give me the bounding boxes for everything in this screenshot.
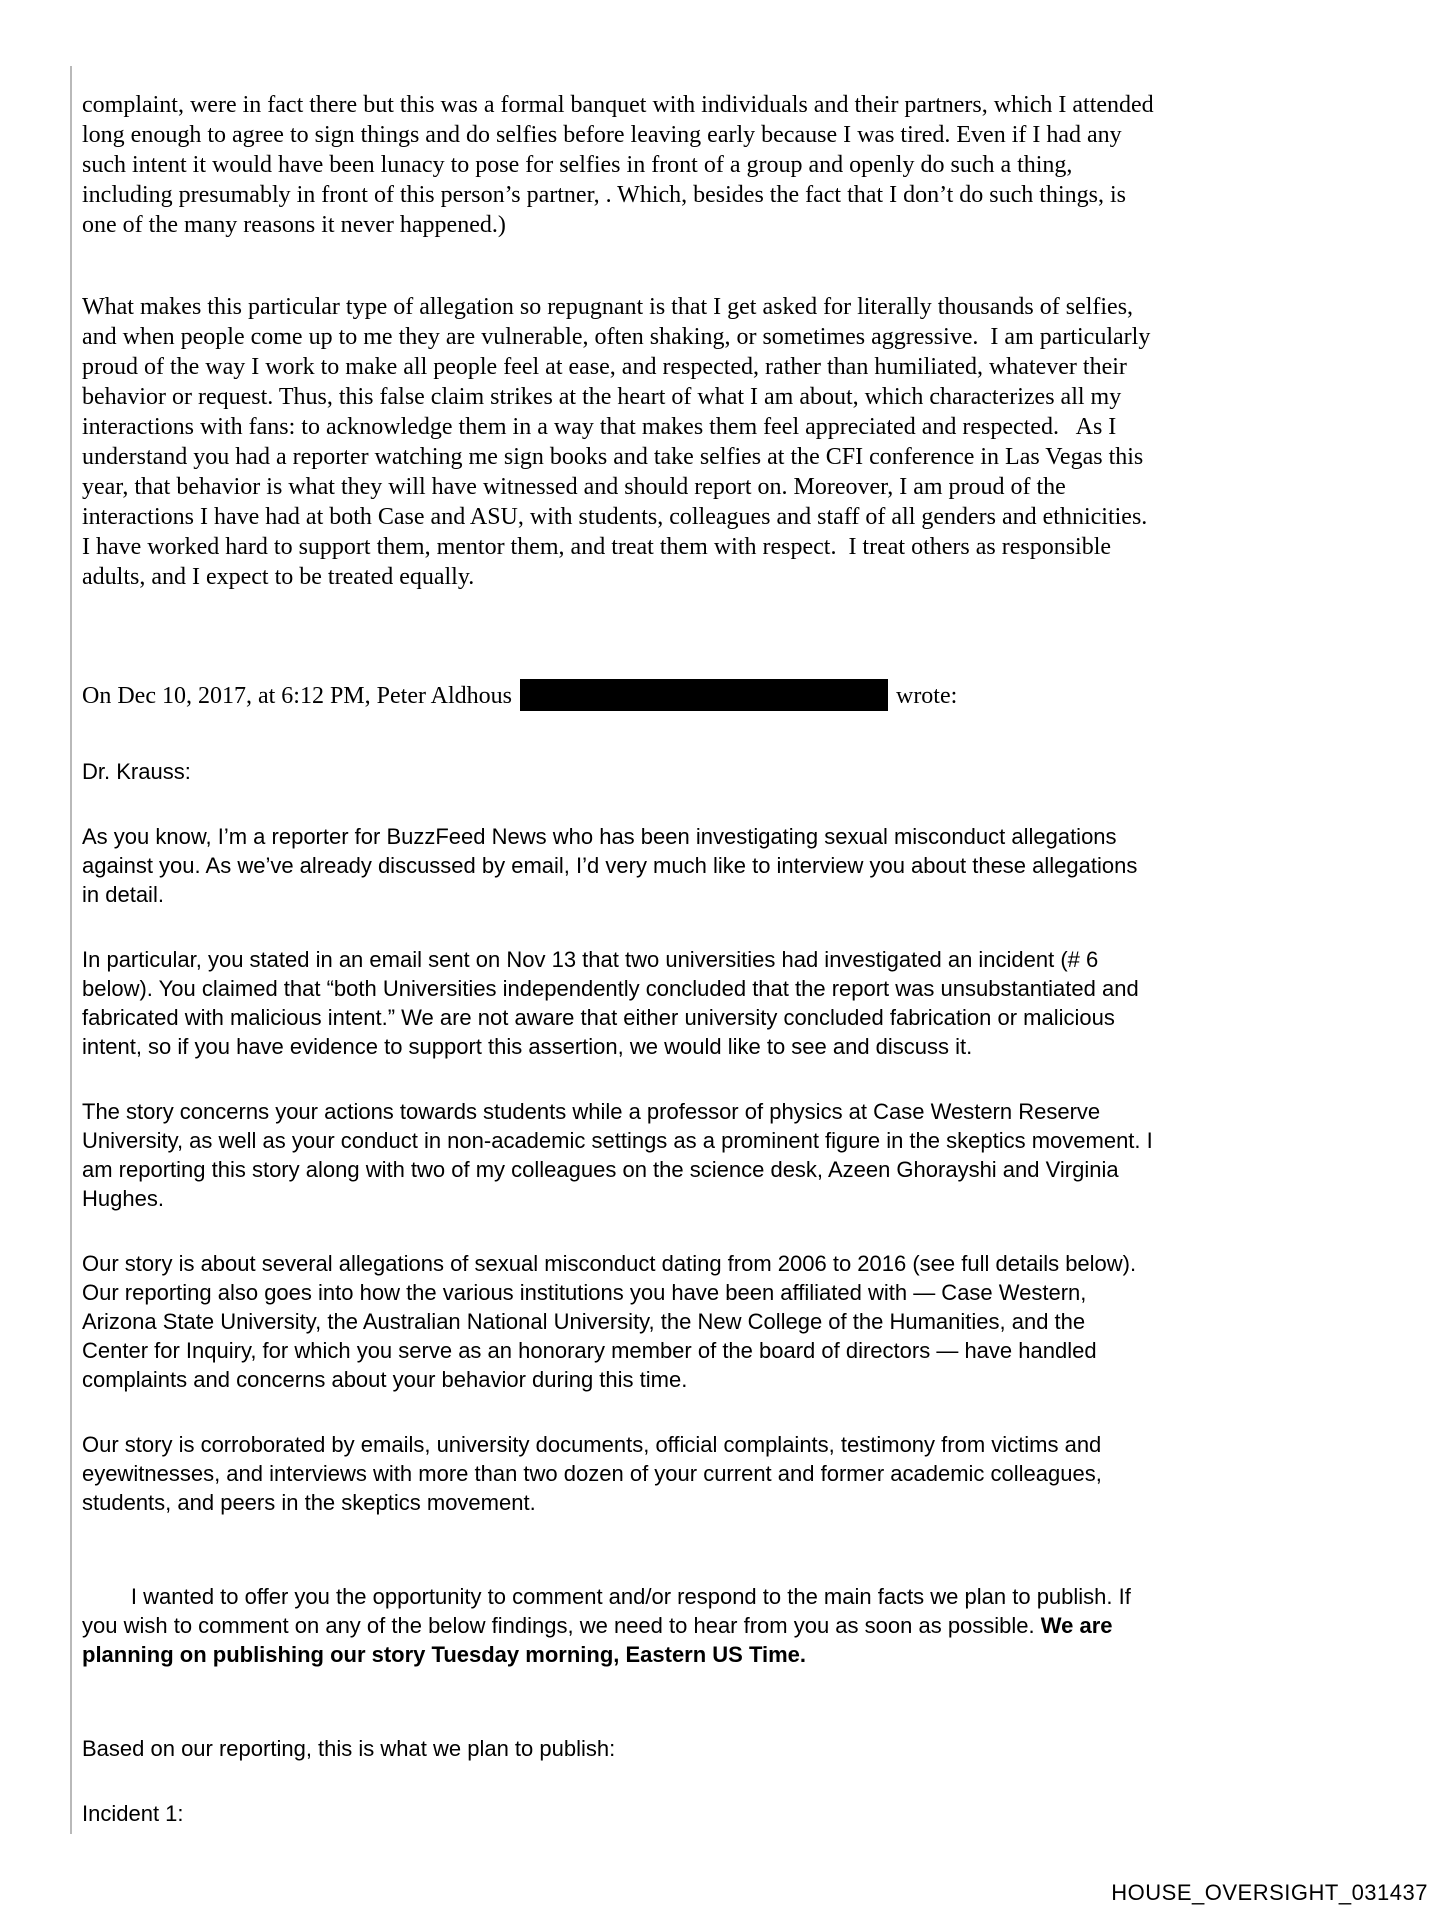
reply-paragraph: What makes this particular type of allegation so repugnant is that I get asked for literally thousands of selfies, and when people come up to me they are vulnerable, often shaking, or sometimes aggressive. I am particularly proud of the way I work to make all people feel at ease, and respected, rather than humiliated, whatever their behavior or request. Thus, this false claim strikes at the heart of what I am about, which characterizes all my interactions with fans: to acknowledge them in a way that makes them feel appreciated and respected. As I understand you had a reporter watching me sign books and take selfies at the CFI conference in Las Vegas this year, that behavior is what they will have witnessed and should report on. Moreover, I am proud of the interactions I have had at both Case and ASU, with students, colleagues and staff of all genders and ethnicities. I have worked hard to support them, mentor them, and treat them with respect. I treat others as responsible adults, and I expect to be treated equally.	[82, 294, 1160, 590]
closing-paragraph-text: I wanted to offer you the opportunity to comment and/or respond to the main facts we plan to publish. If you wish to comment on any of the below findings, we need to hear from you as soon as possible.	[82, 1584, 1137, 1639]
bates-number-stamp: HOUSE_OVERSIGHT_031437	[1111, 1880, 1428, 1905]
email-paragraph: As you know, I’m a reporter for BuzzFeed News who has been investigating sexual misconduct allegations against you. As we’ve already discussed by email, I’d very much like to interview you about these allegations in detail.	[82, 824, 1144, 908]
email-paragraph: In particular, you stated in an email sent on Nov 13 that two universities had investigated an incident (# 6 below). You claimed that “both Universities independently concluded that the report was unsubstantiated and fabricated with malicious intent.” We are not aware that either university concluded fabrication or malicious intent, so if you have evidence to support this assertion, we would like to see and discuss it.	[82, 947, 1145, 1060]
quoted-email-body	[82, 757, 1157, 1828]
reply-paragraph: complaint, were in fact there but this was a formal banquet with individuals and their partners, which I attended long enough to agree to sign things and do selfies before leaving early because I was tired. Even if I had any such intent it would have been lunacy to pose for selfies in front of a group and openly do such a thing, including presumably in front of this person’s partner, . Which, besides the fact that I don’t do such things, is one of the many reasons it never happened.)	[82, 92, 1160, 238]
quoted-message-block	[70, 66, 1160, 1834]
email-paragraph: Our story is about several allegations of sexual misconduct dating from 2006 to 2016 (see full details below). Our reporting also goes into how the various institutions you have been affiliated with — Case Western, Arizona State University, the Australian National University, the New College of the Humanities, and the Center for Inquiry, for which you serve as an honorary member of the board of directors — have handled complaints and concerns about your behavior during this time.	[82, 1251, 1143, 1393]
email-based-line: Based on our reporting, this is what we plan to publish:	[82, 1736, 616, 1762]
email-paragraph: The story concerns your actions towards students while a professor of physics at Case Western Reserve University, as well as your conduct in non-academic settings as a prominent figure in the skeptics movement. I am reporting this story along with two of my colleagues on the science desk, Azeen Ghorayshi and Virginia Hughes.	[82, 1099, 1159, 1212]
closing-paragraph-bold-text: We are planning on publishing our story Tuesday morning, Eastern US Time.	[82, 1613, 1119, 1668]
email-paragraph: Our story is corroborated by emails, university documents, official complaints, testimony from victims and eyewitnesses, and interviews with more than two dozen of your current and former academic colleagues, students, and peers in the skeptics movement.	[82, 1432, 1108, 1516]
email-salutation: Dr. Krauss:	[82, 759, 191, 785]
attribution-suffix: wrote:	[895, 683, 958, 709]
quote-attribution-line	[82, 680, 1157, 713]
attribution-prefix: On Dec 10, 2017, at 6:12 PM, Peter Aldhous	[82, 683, 512, 709]
redaction-bar	[520, 679, 888, 711]
incident-heading: Incident 1:	[82, 1801, 184, 1827]
email-closing-paragraph	[82, 1553, 1157, 1698]
